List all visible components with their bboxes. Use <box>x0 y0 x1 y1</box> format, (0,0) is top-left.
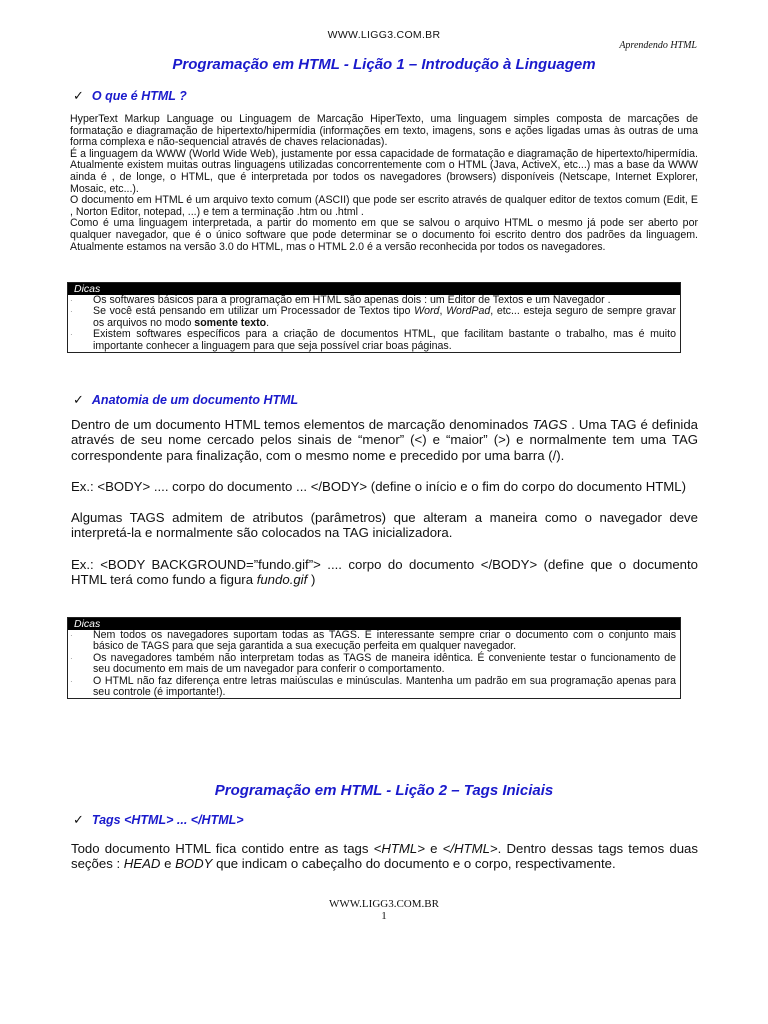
anatomy-text <box>71 417 698 603</box>
text-run: que indicam o cabeçalho do documento e o corpo, respectivamente. <box>212 856 616 872</box>
tip-text: O HTML não faz diferença entre letras maiúsculas e minúsculas. Mantenha um padrão em sua programação apenas para seu controle (é importante!). <box>93 674 676 699</box>
tips-box-header: Dicas <box>68 283 680 295</box>
tip-item <box>68 676 680 699</box>
check-icon: ✓ <box>73 812 84 827</box>
text-run-italic: fundo.gif <box>256 572 308 588</box>
text-run: e <box>424 841 443 856</box>
check-icon: ✓ <box>73 392 84 407</box>
text-run-italic: BODY <box>175 856 213 872</box>
tips-box-header: Dicas <box>68 618 680 630</box>
footer-url: WWW.LIGG3.COM.BR <box>329 898 439 910</box>
bullet-icon: · <box>70 653 73 663</box>
anatomy-paragraph <box>71 557 698 588</box>
text-run-italic: <HTML> <box>373 841 425 856</box>
anatomy-paragraph: Ex.: <BODY> .... corpo do documento ... </BODY> (define o início e o fim do corpo do documento HTML) <box>71 478 686 494</box>
lesson-1-title: Programação em HTML - Lição 1 – Introdução à Linguagem <box>172 56 596 73</box>
section-heading-html-tags <box>73 812 244 828</box>
bullet-icon: · <box>70 631 73 640</box>
tip-text: , etc... esteja seguro de sempre gravar os arquivos no modo <box>93 305 676 329</box>
tip-text: Os softwares básicos para a programação em HTML são apenas dois : um Editor de Textos e um Navegador . <box>93 294 611 306</box>
intro-paragraph: HyperText Markup Language ou Linguagem de Marcação HiperTexto, uma linguagem simples composta de marcações de formatação e diagramação de hipertexto/hipermídia (informações em texto, imagens, sons e ações ligadas umas às outras de uma forma complexa e não-sequencial através de chaves relacionadas). <box>70 113 698 149</box>
tip-item <box>68 329 680 352</box>
text-run-italic: HEAD <box>123 856 161 872</box>
text-run: ) <box>307 572 316 588</box>
section-heading-text: Anatomia de um documento HTML <box>91 393 299 407</box>
intro-text <box>70 114 698 253</box>
tip-text: Se você está pensando em utilizar um Processador de Textos tipo <box>93 305 415 318</box>
bullet-icon: · <box>70 330 73 340</box>
tips-box-2 <box>67 617 681 699</box>
text-run: . Dentro dessas tags temos duas seções : <box>71 841 698 872</box>
section-heading-what-is-html <box>73 88 187 104</box>
tip-item <box>68 306 680 329</box>
bullet-icon: · <box>70 296 73 305</box>
bullet-icon: · <box>70 676 73 686</box>
bullet-icon: · <box>70 307 73 317</box>
text-run: Dentro de um documento HTML temos elementos de marcação denominados <box>71 417 533 432</box>
tip-text-bold: somente texto <box>194 316 267 329</box>
text-run: Todo documento HTML fica contido entre as tags <box>71 841 374 856</box>
tip-text-sep: , <box>439 305 447 318</box>
header-caption: Aprendendo HTML <box>619 40 697 51</box>
section-heading-text: O que é HTML ? <box>91 89 187 103</box>
html-tags-paragraph <box>71 841 698 872</box>
intro-paragraph: É a linguagem da WWW (World Wide Web), justamente por essa capacidade de formatação e diagramação de hipertexto/hipermídia. Atualmente existem muitas outras linguagens utilizadas concorrentemente com o HTML (Java, ActiveX, etc...) mas a base da WWW ainda é , de longe, o HTML, que é interpretada por todos os navegadores (browsers) disponíveis (Netscape, Internet Explorer, Mosaic, etc...). <box>70 147 698 195</box>
tip-text: Existem softwares específicos para a criação de documentos HTML, que facilitam bastante o trabalho, mas é muito importante conhecer a linguagem para que seja possível criar boas páginas. <box>93 328 676 352</box>
text-run: Ex.: <BODY BACKGROUND=”fundo.gif”> .... corpo do documento </BODY> (define que o documento HTML terá como fundo a figura <box>71 556 698 588</box>
intro-paragraph: O documento em HTML é um arquivo texto comum (ASCII) que pode ser escrito através de qualquer editor de textos comum (Edit, E , Norton Editor, notepad, ...) e tem a terminação .htm ou .html . <box>70 194 698 218</box>
anatomy-paragraph <box>71 417 698 463</box>
section-heading-anatomy <box>73 392 298 408</box>
section-heading-text: Tags <HTML> ... </HTML> <box>91 813 244 827</box>
text-run-italic: </HTML> <box>442 841 498 856</box>
anatomy-paragraph: Algumas TAGS admitem de atributos (parâmetros) que alteram a maneira como o navegador deve interpretá-la e normalmente são colocados na TAG inicializadora. <box>71 510 698 541</box>
tip-text-word: Word <box>414 305 440 318</box>
tips-box-1 <box>67 282 681 353</box>
tip-item <box>68 653 680 676</box>
check-icon: ✓ <box>73 88 84 103</box>
tip-text: . <box>266 316 270 329</box>
intro-paragraph: Como é uma linguagem interpretada, a partir do momento em que se salvou o arquivo HTML o mesmo já pode ser aberto por qualquer navegador, que é o único software que pode determinar se o documento foi escrito dentro dos padrões da linguagem. Atualmente estamos na versão 3.0 do HTML, mas o HTML 2.0 é a versão reconhecida por todos os navegadores. <box>70 217 698 253</box>
text-run-italic: TAGS <box>532 417 568 432</box>
tip-text: Os navegadores também não interpretam todas as TAGS de maneira idêntica. É conveniente testar o funcionamento de seu documento em mais de um navegador para conferir o comportamento. <box>93 651 676 676</box>
tip-text: Nem todos os navegadores suportam todas as TAGS. E interessante sempre criar o documento com o conjunto mais básico de TAGS para que seja garantida a sua execução perfeita em qualquer navegador. <box>93 629 676 653</box>
lesson-2-title: Programação em HTML - Lição 2 – Tags Iniciais <box>214 782 554 799</box>
text-run: e <box>160 856 176 872</box>
tip-item <box>68 630 680 653</box>
tip-text-wordpad: WordPad <box>446 305 491 318</box>
header-url: WWW.LIGG3.COM.BR <box>327 29 441 41</box>
html-tags-text <box>71 841 698 888</box>
footer <box>0 898 768 922</box>
page-number: 1 <box>381 910 387 922</box>
text-run: . Uma TAG é definida através de seu nome cercado pelos sinais de “menor” (<) e “maior” (>) e normalmente tem uma TAG correspondente para finalização, com o mesmo nome e precedido por uma barra (/). <box>71 417 699 463</box>
